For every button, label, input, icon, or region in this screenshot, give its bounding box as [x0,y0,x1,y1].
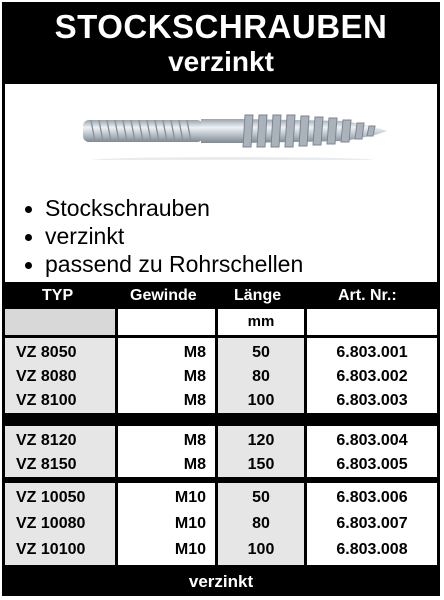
table-row [2,341,440,365]
hanger-bolt-image [75,100,391,160]
cell-art-nr: 6.803.004 [336,432,408,449]
cell-typ: VZ 8080 [16,368,77,385]
cell-art-nr: 6.803.003 [336,392,408,409]
page-subtitle: verzinkt [168,46,274,77]
header [2,2,440,82]
cell-gewinde: M8 [183,344,206,361]
column-header-laenge: Länge [234,287,282,304]
table-row [2,453,440,477]
cell-art-nr: 6.803.005 [336,456,408,473]
cell-laenge: 100 [247,392,275,409]
cell-typ: VZ 8100 [16,392,77,409]
cell-gewinde: M8 [183,368,206,385]
cell-typ: VZ 10100 [16,541,86,558]
cell-typ: VZ 10080 [16,515,86,532]
table-row [2,512,440,536]
cell-gewinde: M8 [183,392,206,409]
table-group [2,483,440,565]
feature-list [23,194,303,278]
cell-gewinde: M10 [174,541,206,558]
unit-cell-laenge: mm [218,309,304,335]
cell-art-nr: 6.803.006 [336,489,408,506]
cell-gewinde: M8 [183,456,206,473]
cell-laenge: 100 [247,541,275,558]
column-header-gewinde: Gewinde [130,287,197,304]
cell-laenge: 150 [247,456,275,473]
product-panel [5,84,437,282]
feature-item: verzinkt [23,222,303,250]
cell-typ: VZ 8120 [16,432,77,449]
cell-laenge: 80 [252,368,270,385]
table-group [2,338,440,413]
cell-typ: VZ 10050 [16,489,86,506]
cell-typ: VZ 8150 [16,456,77,473]
table-row [2,538,440,562]
feature-item: Stockschrauben [23,194,303,222]
unit-cell-typ [5,309,115,335]
table-row [2,389,440,413]
unit-cell-art-nr [307,309,437,335]
cell-laenge: 120 [247,432,275,449]
cell-gewinde: M10 [174,489,206,506]
unit-cell-gewinde [118,309,215,335]
cell-laenge: 80 [252,515,270,532]
table-group [2,426,440,477]
table-header [2,284,440,308]
column-header-typ: TYP [42,287,74,304]
column-header-art-nr: Art. Nr.: [338,287,397,304]
feature-item: passend zu Rohrschellen [23,250,303,278]
cell-art-nr: 6.803.008 [336,541,408,558]
unit-row [2,309,440,335]
cell-gewinde: M10 [174,515,206,532]
table-row [2,486,440,510]
cell-art-nr: 6.803.001 [336,344,408,361]
cell-laenge: 50 [252,344,270,361]
table-row [2,365,440,389]
table-row [2,429,440,453]
cell-typ: VZ 8050 [16,344,77,361]
page-title: STOCKSCHRAUBEN [54,8,388,45]
cell-gewinde: M8 [183,432,206,449]
footer-label: verzinkt [188,572,254,591]
cell-art-nr: 6.803.007 [336,515,408,532]
cell-laenge: 50 [252,489,270,506]
product-sheet [2,2,440,596]
cell-art-nr: 6.803.002 [336,368,408,385]
